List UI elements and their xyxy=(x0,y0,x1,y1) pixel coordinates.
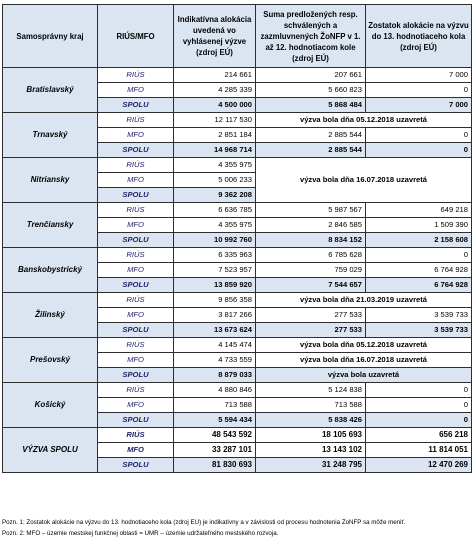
remaining-cell: 0 xyxy=(366,413,472,428)
allocation-cell: 8 879 033 xyxy=(174,368,256,383)
allocation-cell: 5 594 434 xyxy=(174,413,256,428)
remaining-cell: 0 xyxy=(366,398,472,413)
sum-cell: 277 533 xyxy=(256,323,366,338)
sum-cell: 5 660 823 xyxy=(256,83,366,98)
allocation-cell: 2 851 184 xyxy=(174,128,256,143)
remaining-cell: 11 814 051 xyxy=(366,443,472,458)
row-type: SPOLU xyxy=(98,413,174,428)
allocation-cell: 713 588 xyxy=(174,398,256,413)
table-row xyxy=(3,248,472,263)
closed-call-note: výzva bola dňa 16.07.2018 uzavretá xyxy=(256,353,472,368)
row-type: MFO xyxy=(98,443,174,458)
remaining-cell: 3 539 733 xyxy=(366,323,472,338)
allocation-cell: 3 817 266 xyxy=(174,308,256,323)
allocation-cell: 14 968 714 xyxy=(174,143,256,158)
remaining-cell: 0 xyxy=(366,128,472,143)
allocation-cell: 48 543 592 xyxy=(174,428,256,443)
region-name: Trenčiansky xyxy=(3,203,98,248)
row-type: MFO xyxy=(98,218,174,233)
closed-call-note: výzva bola dňa 05.12.2018 uzavretá xyxy=(256,113,472,128)
sum-cell: 759 029 xyxy=(256,263,366,278)
row-type: RIÚS xyxy=(98,203,174,218)
remaining-cell: 7 000 xyxy=(366,68,472,83)
closed-call-note: výzva bola dňa 16.07.2018 uzavretá xyxy=(256,158,472,203)
row-type: MFO xyxy=(98,83,174,98)
allocation-table xyxy=(2,4,472,473)
row-type: SPOLU xyxy=(98,458,174,473)
row-type: RIÚS xyxy=(98,338,174,353)
table-row xyxy=(3,68,472,83)
remaining-cell: 6 764 928 xyxy=(366,278,472,293)
allocation-cell: 6 636 785 xyxy=(174,203,256,218)
header-region: Samosprávny kraj xyxy=(3,5,98,68)
row-type: SPOLU xyxy=(98,143,174,158)
allocation-cell: 4 500 000 xyxy=(174,98,256,113)
header-row xyxy=(3,5,472,68)
row-type: MFO xyxy=(98,173,174,188)
remaining-cell: 649 218 xyxy=(366,203,472,218)
footnote-1: Pozn. 1: Zostatok alokácie na výzvu do 13. hodnotiaceho kola (zdroj EÚ) je indikatívny a v závislosti od procesu hodnotenia ŽoNFP sa môže meniť. xyxy=(2,519,406,526)
header-allocation: Indikatívna alokácia uvedená vo vyhlásenej výzve (zdroj EÚ) xyxy=(174,5,256,68)
allocation-cell: 33 287 101 xyxy=(174,443,256,458)
row-type: SPOLU xyxy=(98,188,174,203)
row-type: RIÚS xyxy=(98,158,174,173)
row-type: SPOLU xyxy=(98,233,174,248)
sum-cell: 207 661 xyxy=(256,68,366,83)
sum-cell: 2 846 585 xyxy=(256,218,366,233)
allocation-cell: 4 285 339 xyxy=(174,83,256,98)
closed-call-note: výzva bola dňa 21.03.2019 uzavretá xyxy=(256,293,472,308)
header-submitted-sum: Suma predložených resp. schválených a zazmluvnených ŽoNFP v 1. až 12. hodnotiacom kole (zdroj EÚ) xyxy=(256,5,366,68)
allocation-cell: 4 355 975 xyxy=(174,218,256,233)
header-remaining: Zostatok alokácie na výzvu do 13. hodnotiaceho kola (zdroj EÚ) xyxy=(366,5,472,68)
sum-cell: 5 987 567 xyxy=(256,203,366,218)
remaining-cell: 12 470 269 xyxy=(366,458,472,473)
closed-call-note: výzva bola dňa 05.12.2018 uzavretá xyxy=(256,338,472,353)
region-name: VÝZVA SPOLU xyxy=(3,428,98,473)
sum-cell: 7 544 657 xyxy=(256,278,366,293)
allocation-cell: 13 859 920 xyxy=(174,278,256,293)
allocation-cell: 9 362 208 xyxy=(174,188,256,203)
sum-cell: 18 105 693 xyxy=(256,428,366,443)
region-name: Košický xyxy=(3,383,98,428)
allocation-cell: 7 523 957 xyxy=(174,263,256,278)
row-type: RIÚS xyxy=(98,428,174,443)
row-type: MFO xyxy=(98,128,174,143)
row-type: RIÚS xyxy=(98,293,174,308)
allocation-cell: 214 661 xyxy=(174,68,256,83)
allocation-cell: 4 880 846 xyxy=(174,383,256,398)
header-type: RIÚS/MFO xyxy=(98,5,174,68)
allocation-cell: 5 006 233 xyxy=(174,173,256,188)
remaining-cell: 0 xyxy=(366,83,472,98)
row-type: SPOLU xyxy=(98,98,174,113)
region-name: Žilinský xyxy=(3,293,98,338)
table-row xyxy=(3,203,472,218)
sum-cell: 2 885 544 xyxy=(256,143,366,158)
row-type: SPOLU xyxy=(98,278,174,293)
sum-cell: 8 834 152 xyxy=(256,233,366,248)
row-type: MFO xyxy=(98,308,174,323)
region-name: Prešovský xyxy=(3,338,98,383)
row-type: SPOLU xyxy=(98,323,174,338)
row-type: MFO xyxy=(98,263,174,278)
row-type: SPOLU xyxy=(98,368,174,383)
remaining-cell: 7 000 xyxy=(366,98,472,113)
table-row xyxy=(3,383,472,398)
table-row xyxy=(3,158,472,173)
sum-cell: 31 248 795 xyxy=(256,458,366,473)
closed-call-note: výzva bola uzavretá xyxy=(256,368,472,383)
remaining-cell: 1 509 390 xyxy=(366,218,472,233)
table-row xyxy=(3,338,472,353)
allocation-cell: 12 117 530 xyxy=(174,113,256,128)
row-type: RIÚS xyxy=(98,248,174,263)
remaining-cell: 0 xyxy=(366,248,472,263)
grand-total-row xyxy=(3,428,472,443)
sum-cell: 5 838 426 xyxy=(256,413,366,428)
table-row xyxy=(3,293,472,308)
region-name: Trnavský xyxy=(3,113,98,158)
footnote-2: Pozn. 2: MFO – územie mestskej funkčnej oblasti = UMR – územie udržateľného mestského rozvoja. xyxy=(2,530,279,537)
allocation-cell: 6 335 963 xyxy=(174,248,256,263)
allocation-cell: 4 733 559 xyxy=(174,353,256,368)
allocation-cell: 4 145 474 xyxy=(174,338,256,353)
row-type: MFO xyxy=(98,398,174,413)
sum-cell: 277 533 xyxy=(256,308,366,323)
allocation-cell: 4 355 975 xyxy=(174,158,256,173)
remaining-cell: 2 158 608 xyxy=(366,233,472,248)
table-row xyxy=(3,113,472,128)
region-name: Banskobystrický xyxy=(3,248,98,293)
row-type: RIÚS xyxy=(98,68,174,83)
remaining-cell: 656 218 xyxy=(366,428,472,443)
row-type: RIÚS xyxy=(98,383,174,398)
remaining-cell: 6 764 928 xyxy=(366,263,472,278)
allocation-cell: 13 673 624 xyxy=(174,323,256,338)
remaining-cell: 3 539 733 xyxy=(366,308,472,323)
sum-cell: 6 785 628 xyxy=(256,248,366,263)
sum-cell: 2 885 544 xyxy=(256,128,366,143)
sum-cell: 713 588 xyxy=(256,398,366,413)
allocation-cell: 9 856 358 xyxy=(174,293,256,308)
row-type: MFO xyxy=(98,353,174,368)
sum-cell: 13 143 102 xyxy=(256,443,366,458)
sum-cell: 5 868 484 xyxy=(256,98,366,113)
remaining-cell: 0 xyxy=(366,383,472,398)
remaining-cell: 0 xyxy=(366,143,472,158)
sum-cell: 5 124 838 xyxy=(256,383,366,398)
region-name: Nitriansky xyxy=(3,158,98,203)
allocation-cell: 81 830 693 xyxy=(174,458,256,473)
allocation-cell: 10 992 760 xyxy=(174,233,256,248)
region-name: Bratislavský xyxy=(3,68,98,113)
row-type: RIÚS xyxy=(98,113,174,128)
